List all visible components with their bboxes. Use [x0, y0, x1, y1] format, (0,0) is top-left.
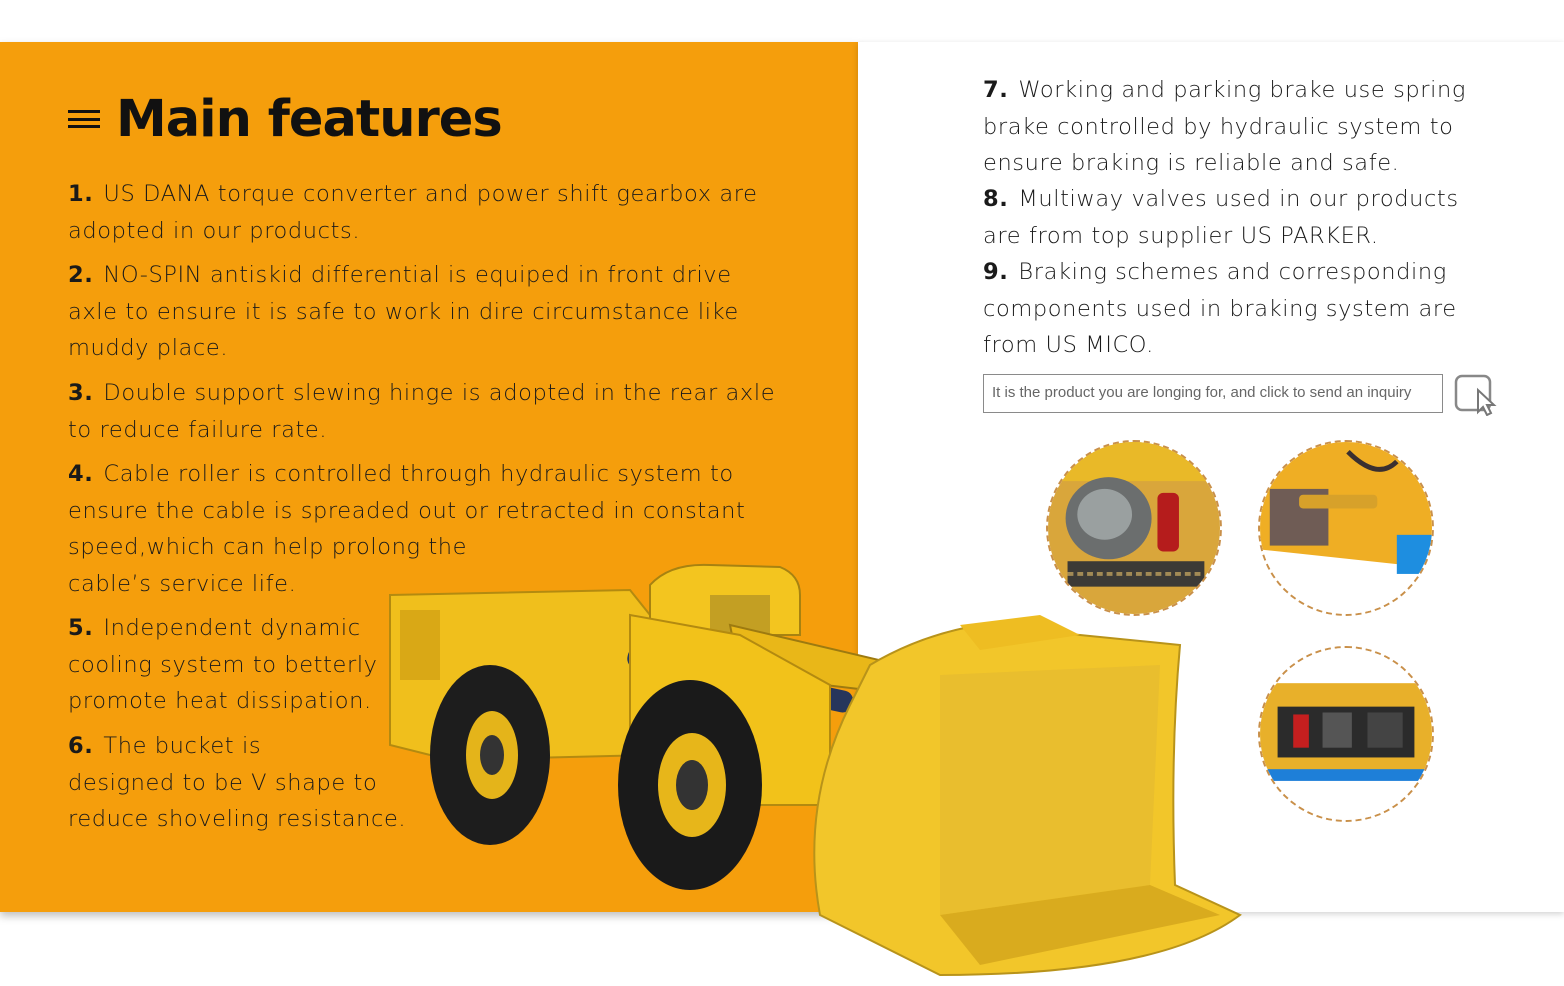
feature-line: Braking schemes and corresponding — [1018, 259, 1447, 285]
feature-6 — [68, 728, 406, 838]
feature-5 — [68, 610, 378, 720]
feature-number: 9. — [983, 259, 1009, 285]
feature-line: US DANA torque converter and power shift gearbox are — [103, 181, 758, 207]
feature-line: ensure the cable is spreaded out or retracted in constant — [68, 497, 746, 524]
feature-number: 3. — [68, 380, 94, 406]
feature-9 — [983, 254, 1457, 364]
feature-line: Working and parking brake use spring — [1018, 77, 1466, 103]
feature-line: Independent dynamic — [103, 615, 361, 641]
feature-line: reduce shoveling resistance. — [68, 806, 407, 832]
feature-number: 6. — [68, 733, 94, 759]
feature-line: promote heat dissipation. — [68, 688, 372, 714]
feature-number: 1. — [68, 181, 94, 207]
feature-line: axle to ensure it is safe to work in dire circumstance like — [68, 298, 739, 325]
feature-number: 5. — [68, 615, 94, 641]
cursor-click-icon[interactable] — [1454, 374, 1498, 416]
underground-loader-image — [380, 555, 1260, 986]
feature-line: Multiway valves used in our products — [1018, 186, 1459, 212]
feature-number: 7. — [983, 77, 1009, 103]
feature-line: brake controlled by hydraulic system to — [983, 113, 1454, 140]
title-block — [68, 88, 502, 150]
feature-1 — [68, 176, 758, 249]
feature-3 — [68, 375, 775, 448]
feature-line: to reduce failure rate. — [68, 416, 328, 443]
feature-line: cable’s service life. — [68, 570, 297, 597]
feature-line: are from top supplier US PARKER. — [983, 222, 1379, 249]
feature-line: designed to be V shape to — [68, 769, 378, 796]
page-title: Main features — [116, 89, 502, 149]
feature-line: Double support slewing hinge is adopted in the rear axle — [103, 380, 776, 406]
detail-photo-valves — [1258, 646, 1434, 822]
menu-icon — [68, 110, 100, 128]
feature-line: speed,which can help prolong the — [68, 534, 468, 560]
feature-line: components used in braking system are — [983, 295, 1457, 322]
feature-line: Cable roller is controlled through hydraulic system to — [103, 461, 734, 487]
feature-7 — [983, 72, 1466, 182]
feature-line: adopted in our products. — [68, 217, 361, 244]
feature-line: from US MICO. — [983, 332, 1154, 358]
feature-8 — [983, 181, 1459, 254]
feature-line: The bucket is — [103, 733, 262, 759]
feature-number: 8. — [983, 186, 1009, 212]
feature-line: ensure braking is reliable and safe. — [983, 150, 1400, 176]
feature-line: NO-SPIN antiskid differential is equiped in front drive — [103, 262, 732, 288]
feature-line: muddy place. — [68, 335, 229, 361]
feature-line: cooling system to betterly — [68, 651, 378, 678]
feature-2 — [68, 257, 739, 367]
detail-photo-hydraulic — [1258, 440, 1434, 616]
feature-number: 4. — [68, 461, 94, 487]
hydraulic-photo-icon — [1260, 442, 1432, 614]
inquiry-link[interactable]: It is the product you are longing for, and click to send an inquiry — [983, 374, 1443, 413]
feature-number: 2. — [68, 262, 94, 288]
valves-photo-icon — [1260, 648, 1432, 820]
